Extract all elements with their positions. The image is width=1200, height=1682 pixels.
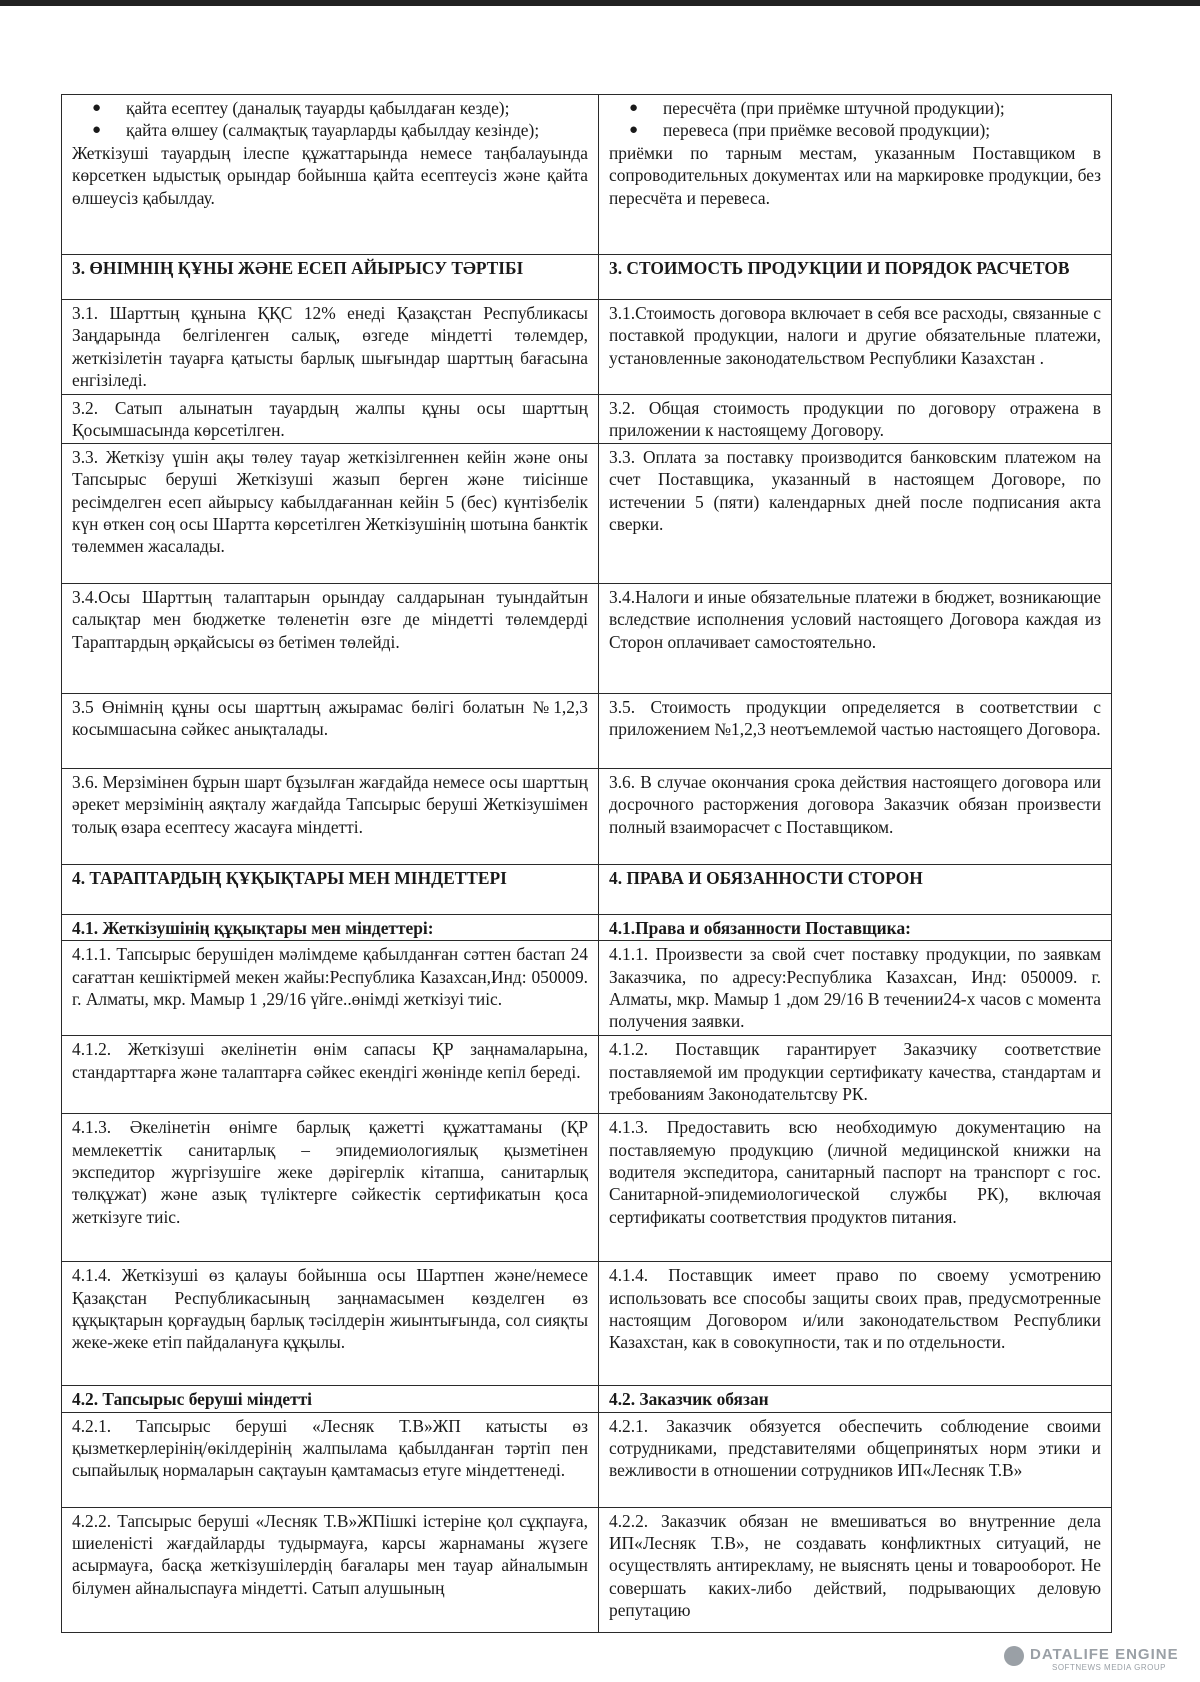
ru-cell: 3.1.Стоимость договора включает в себя все расходы, связанные с поставкой продукции, налоги и другие обязательные платежи, установленные законодательством Республики Казахстан . [599,300,1112,395]
kz-cell: 4.1.2. Жеткізуші әкелінетін өнім сапасы ҚР заңнамаларына, стандарттарға және талаптарға сәйкес екендігі жөнінде кепіл береді. [62,1036,599,1114]
table-row [62,941,1112,1036]
kz-cell: 4.2.2. Тапсырыс беруші «Лесняк Т.В»ЖПішкі істеріне қол сұқпауға, шиеленісті жағдайларды тудырмауға, карсы жарнаманы жүзеге асырмауға, басқа жеткізушілердің бағалары мен тауар айналымын білумен айналыспауға міндетті. Сатып алушының [62,1507,599,1632]
ru-cell: 4.1.4. Поставщик имеет право по своему усмотрению использовать все способы защиты своих прав, предусмотренные настоящим Договором и/или законодательством Республики Казахстан, как в совокупности, так и по отдельности. [599,1262,1112,1386]
ru-cell: 4.2.1. Заказчик обязуется обеспечить соблюдение своими сотрудниками, представителями общепринятых норм этики и вежливости в отношении сотрудников ИП«Лесняк Т.В» [599,1412,1112,1507]
table-row [62,864,1112,914]
watermark [1030,1646,1179,1672]
subsection-heading-ru: 4.2. Заказчик обязан [599,1386,1112,1412]
ru-cell: 4.2.2. Заказчик обязан не вмешиваться во внутренние дела ИП«Лесняк Т.В», не создавать конфликтных ситуаций, не осуществлять антирекламу, не выяснять цены и товарооборот. Не совершать каких-либо действий, подрывающих деловую репутацию [599,1507,1112,1632]
watermark-subtitle: SOFTNEWS MEDIA GROUP [1052,1663,1167,1672]
bullet-icon: ● [629,100,639,116]
table-row [62,395,1112,444]
table-row [62,95,1112,255]
kz-cell: 4.2.1. Тапсырыс беруші «Лесняк Т.В»ЖП катысты өз қызметкерлерінің/өкілдерінің жалпылама қабылданған тәртіп пен сыпайылық нормаларын сақтауын қамтамасыз етуге міндеттенеді. [62,1412,599,1507]
kz-cell: 3.2. Сатып алынатын тауардың жалпы құны осы шарттың Қосымшасында көрсетілген. [62,395,599,444]
table-row [62,583,1112,693]
ru-cell: 3.6. В случае окончания срока действия настоящего договора или досрочного расторжения договора Заказчик обязан произвести полный взаиморасчет с Поставщиком. [599,768,1112,864]
ru-cell: 3.4.Налоги и иные обязательные платежи в бюджет, возникающие вследствие исполнения условий настоящего Договора каждая из Сторон оплачивает самостоятельно. [599,583,1112,693]
table-row [62,1114,1112,1262]
ru-cell: 3.3. Оплата за поставку производится банковским платежом на счет Поставщика, указанный в настоящем Договоре, по истечении 5 (пяти) календарных дней после подписания акта сверки. [599,443,1112,583]
ru-cell: 4.1.2. Поставщик гарантирует Заказчику соответствие поставляемой им продукции сертификату качества, стандартам и требованиям Законодательтсву РК. [599,1036,1112,1114]
subsection-heading-ru: 4.1.Права и обязанности Поставщика: [599,914,1112,940]
ru-paragraph: приёмки по тарным местам, указанным Поставщиком в сопроводительных документах или на маркировке продукции, без пересчёта и перевеса. [609,142,1101,208]
table-row [62,1386,1112,1412]
contract-table [61,94,1112,1633]
kz-cell [62,95,599,255]
bullet-icon: ● [92,122,102,139]
watermark-logo-icon [1004,1646,1024,1666]
list-item: ● пересчёта (при приёмке штучной продукции); [629,98,1005,118]
kz-cell: 3.1. Шарттың құнына ҚҚС 12% енеді Қазақстан Республикасы Заңдарында белгіленген салық, өзгеде міндетті төлемдер, жеткізілетін тауарға қатысты барлық шығындар шарттың бағасына енгізіледі. [62,300,599,395]
table-row [62,914,1112,940]
ru-cell: 4.1.1. Произвести за свой счет поставку продукции, по заявкам Заказчика, по адресу:Республика Казахсан, Инд: 050009. г. Алматы, мкр. Мамыр 1 ,дом 29/16 В течении24-х часов с момента получения заявки. [599,941,1112,1036]
subsection-heading-kz: 4.1. Жеткізушінің құқықтары мен міндеттері: [62,914,599,940]
ru-cell [599,95,1112,255]
section-heading-ru: 3. СТОИМОСТЬ ПРОДУКЦИИ И ПОРЯДОК РАСЧЕТОВ [599,255,1112,300]
table-row [62,300,1112,395]
table-row [62,693,1112,768]
table-row [62,255,1112,300]
ru-cell: 3.5. Стоимость продукции определяется в соответствии с приложением №1,2,3 неотъемлемой частью настоящего Договора. [599,693,1112,768]
kz-cell: 3.3. Жеткізу үшін ақы төлеу тауар жеткізілгеннен кейін және оны Тапсырыс беруші Жеткізуші жазып берген және тиісінше ресімделген есеп айырысу кабылдағаннан кейін 5 (бес) күнтізбелік күн өткен соң осы Шартта көрсетілген Жеткізушінің шотына банктік төлеммен жасалады. [62,443,599,583]
scan-top-edge [0,0,1200,6]
watermark-title: DATALIFE ENGINE [1030,1646,1179,1663]
kz-cell: 3.5 Өнімнің құны осы шарттың ажырамас бөлігі болатын №1,2,3 косымшасына сәйкес анықталады. [62,693,599,768]
table-row [62,768,1112,864]
table-row [62,1262,1112,1386]
section-heading-kz: 3. ӨНІМНІҢ ҚҰНЫ ЖӘНЕ ЕСЕП АЙЫРЫСУ ТӘРТІБІ [62,255,599,300]
bullet-icon: ● [92,100,102,116]
list-item: ● перевеса (при приёмке весовой продукции); [629,120,991,141]
section-heading-ru: 4. ПРАВА И ОБЯЗАННОСТИ СТОРОН [599,864,1112,914]
ru-cell: 4.1.3. Предоставить всю необходимую документацию на поставляемую продукцию (личной медицинской книжки на водителя экспедитора, санитарный паспорт на транспорт с гос. Санитарной-эпидемиологической службы РК), включая сертификаты соответствия продуктов питания. [599,1114,1112,1262]
list-item: ● қайта өлшеу (салмақтық тауарларды қабылдау кезінде); [92,120,540,141]
table-row [62,1036,1112,1114]
kz-cell: 4.1.3. Әкелінетін өнімге барлық қажетті құжаттаманы (ҚР мемлекеттік санитарлық – эпидемиологиялық қызметінен экспедитор жүргізушіге жеке дәрігерлік кітапша, санитарлық төлқұжат) және азық түліктерге сәйкестік сертификатын қоса жеткізуге тиіс. [62,1114,599,1262]
table-row [62,1412,1112,1507]
kz-paragraph: Жеткізуші тауардың ілеспе құжаттарында немесе таңбалауында көрсеткен ыдыстық орындар бойынша қайта есептеусіз және қайта өлшеусіз қабылдау. [72,142,588,208]
kz-cell: 3.4.Осы Шарттың талаптарын орындау салдарынан туындайтын салықтар мен бюджетке төленетін өзге де міндетті төлемдерді Тараптардың әрқайсысы өз бетімен төлейді. [62,583,599,693]
section-heading-kz: 4. ТАРАПТАРДЫҢ ҚҰҚЫҚТАРЫ МЕН МІНДЕТТЕРІ [62,864,599,914]
kz-cell: 4.1.1. Тапсырыс берушіден мәлімдеме қабылданған сәттен бастап 24 сағаттан кешіктірмей мекен жайы:Республика Казахсан,Инд: 050009. г. Алматы, мкр. Мамыр 1 ,29/16 үйге..өнімді жеткізуі тиіс. [62,941,599,1036]
table-row [62,443,1112,583]
table-row [62,1507,1112,1632]
subsection-heading-kz: 4.2. Тапсырыс беруші міндетті [62,1386,599,1412]
ru-cell: 3.2. Общая стоимость продукции по договору отражена в приложении к настоящему Договору. [599,395,1112,444]
list-item: ● қайта есептеу (даналық тауарды қабылдаған кезде); [92,98,510,118]
kz-cell: 4.1.4. Жеткізуші өз қалауы бойынша осы Шартпен және/немесе Қазақстан Республикасының заңнамасымен көзделген өз құқықтарын қорғаудың барлық тәсілдерін жиынтығында, сол сияқты жеке-жеке етіп пайдалануға құқылы. [62,1262,599,1386]
kz-cell: 3.6. Мерзімінен бұрын шарт бұзылған жағдайда немесе осы шарттың әрекет мерзімінің аяқталу жағдайда Тапсырыс беруші Жеткізушімен толық өзара есептесу жасауға міндетті. [62,768,599,864]
bullet-icon: ● [629,122,639,139]
